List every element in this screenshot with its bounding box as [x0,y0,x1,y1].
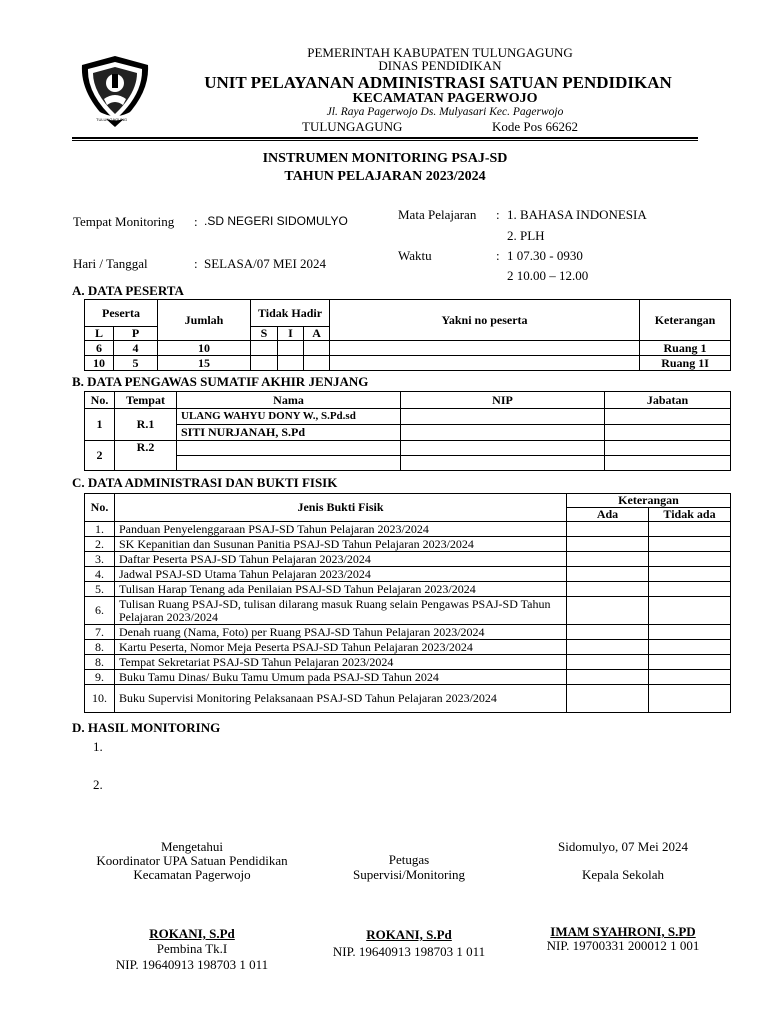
cell-jenis: Kartu Peserta, Nomor Meja Peserta PSAJ-SD Tahun Pelajaran 2023/2024 [115,640,567,655]
cell-no: 3. [85,552,115,567]
cell-no: 8. [85,655,115,670]
cell-nip [401,409,605,425]
h-ada: Ada [567,508,649,522]
table-row [85,582,731,597]
sig-right-title: Kepala Sekolah [582,867,664,882]
h-jenis: Jenis Bukti Fisik [115,494,567,522]
cell-ada [567,685,649,713]
table-row [85,425,731,441]
cell-jumlah: 10 [158,341,251,356]
cell-nama [177,456,401,471]
cell-tidak [649,640,731,655]
cell-p: 4 [114,341,158,356]
sig-left-name: ROKANI, S.Pd [149,926,235,941]
cell-no: 10. [85,685,115,713]
cell-tidak [649,685,731,713]
cell-tidak [649,655,731,670]
cell-ada [567,567,649,582]
cell-nip [401,441,605,456]
cell-a [304,356,330,371]
waktu-colon: : [496,248,500,263]
cell-no: 8. [85,640,115,655]
kop-line4: KECAMATAN PAGERWOJO [352,91,538,106]
data-peserta-table [84,299,731,371]
tempat-label: Tempat Monitoring [73,214,175,229]
h-no: No. [85,494,115,522]
table-row [85,537,731,552]
cell-jenis: Tulisan Ruang PSAJ-SD, tulisan dilarang masuk Ruang selain Pengawas PSAJ-SD Tahun Pelajaran 2023/2024 [115,597,567,625]
section-d-heading: D. HASIL MONITORING [72,720,221,735]
cell-jenis: Buku Tamu Dinas/ Buku Tamu Umum pada PSAJ-SD Tahun 2024 [115,670,567,685]
cell-ada [567,640,649,655]
cell-tidak [649,522,731,537]
h-no: No. [85,392,115,409]
cell-i [278,356,304,371]
cell-p: 5 [114,356,158,371]
table-row [85,655,731,670]
mapel-1: 1. BAHASA INDONESIA [507,207,647,222]
h-nama: Nama [177,392,401,409]
kop-city: TULUNGAGUNG [302,119,403,134]
doc-subtitle: TAHUN PELAJARAN 2023/2024 [284,169,486,184]
cell-nama: ULANG WAHYU DONY W., S.Pd.sd [177,409,401,425]
table-row [85,409,731,425]
data-pengawas-table [84,391,731,471]
cell-i [278,341,304,356]
kop-line2: DINAS PENDIDIKAN [378,58,502,73]
h-tempat: Tempat [115,392,177,409]
cell-tidak [649,597,731,625]
mapel-label: Mata Pelajaran [398,207,477,222]
h-keterangan: Keterangan [640,300,731,341]
h-i: I [278,327,304,341]
cell-jabatan [605,425,731,441]
cell-no: 4. [85,567,115,582]
h-a: A [304,327,330,341]
cell-ada [567,670,649,685]
h-jumlah: Jumlah [158,300,251,341]
section-a-heading: A. DATA PESERTA [72,283,184,298]
cell-jabatan [605,441,731,456]
tempat-colon: : [194,214,198,229]
waktu-2: 2 10.00 – 12.00 [507,268,589,283]
h-keterangan: Keterangan [567,494,731,508]
hari-colon: : [194,256,198,271]
sig-left-line2: Koordinator UPA Satuan Pendidikan [96,853,288,868]
section-b-heading: B. DATA PENGAWAS SUMATIF AKHIR JENJANG [72,374,369,389]
table-row [85,552,731,567]
table-row [85,597,731,625]
kop-postal: Kode Pos 66262 [492,119,578,134]
cell-no: 7. [85,625,115,640]
cell-jenis: Tempat Sekretariat PSAJ-SD Tahun Pelajaran 2023/2024 [115,655,567,670]
table-row [85,341,731,356]
cell-nama: SITI NURJANAH, S.Pd [177,425,401,441]
cell-jabatan [605,456,731,471]
cell-jumlah: 15 [158,356,251,371]
cell-tidak [649,537,731,552]
cell-ket: Ruang 1I [640,356,731,371]
hari-value: SELASA/07 MEI 2024 [204,256,327,271]
sig-right-nip: NIP. 19700331 200012 1 001 [546,938,700,953]
tempat-value: .SD NEGERI SIDOMULYO [204,214,348,228]
table-row [85,670,731,685]
cell-tidak [649,567,731,582]
cell-jenis: Denah ruang (Nama, Foto) per Ruang PSAJ-SD Tahun Pelajaran 2023/2024 [115,625,567,640]
doc-title: INSTRUMEN MONITORING PSAJ-SD [262,151,508,166]
sig-mid-name: ROKANI, S.Pd [366,927,452,942]
sig-left-rank: Pembina Tk.I [156,941,228,956]
cell-no: 6. [85,597,115,625]
sig-left-nip: NIP. 19640913 198703 1 011 [115,957,269,972]
cell-nama [177,441,401,456]
sig-mid-nip: NIP. 19640913 198703 1 011 [332,944,486,959]
cell-no: 5. [85,582,115,597]
cell-tidak [649,552,731,567]
bukti-fisik-table [84,493,731,713]
sig-right-name: IMAM SYAHRONI, S.PD [550,924,696,939]
hari-label: Hari / Tanggal [73,256,148,271]
cell-tidak [649,582,731,597]
cell-tidak [649,670,731,685]
cell-jenis: Buku Supervisi Monitoring Pelaksanaan PSAJ-SD Tahun Pelajaran 2023/2024 [115,685,567,713]
cell-ada [567,537,649,552]
cell-tempat: R.2 [115,441,177,471]
cell-no: 1. [85,522,115,537]
cell-ada [567,655,649,670]
h-tidak-hadir: Tidak Hadir [251,300,330,327]
h-yakni: Yakni no peserta [330,300,640,341]
h-jabatan: Jabatan [605,392,731,409]
sig-left-line1: Mengetahui [160,839,224,854]
sig-mid-line2: Supervisi/Monitoring [353,867,465,882]
cell-jenis: SK Kepanitian dan Susunan Panitia PSAJ-SD Tahun Pelajaran 2023/2024 [115,537,567,552]
kop-address: Jl. Raya Pagerwojo Ds. Mulyasari Kec. Pagerwojo [326,106,564,118]
cell-s [251,341,278,356]
cell-jabatan [605,409,731,425]
cell-tempat: R.1 [115,409,177,441]
cell-a [304,341,330,356]
logo-text: TULUNGAGUNG [96,117,128,122]
waktu-1: 1 07.30 - 0930 [507,248,583,263]
table-row [85,456,731,471]
cell-nip [401,456,605,471]
cell-nip [401,425,605,441]
table-row [85,441,731,456]
mapel-2: 2. PLH [507,228,545,243]
kop-divider [72,137,698,139]
cell-l: 10 [85,356,114,371]
h-tidak-ada: Tidak ada [649,508,731,522]
cell-jenis: Jadwal PSAJ-SD Utama Tahun Pelajaran 2023/2024 [115,567,567,582]
cell-tidak [649,625,731,640]
hasil-item-1: 1. [93,739,103,754]
cell-s [251,356,278,371]
cell-yakni [330,356,640,371]
cell-yakni [330,341,640,356]
cell-ada [567,625,649,640]
h-s: S [251,327,278,341]
table-row [85,625,731,640]
waktu-label: Waktu [398,248,432,263]
cell-no: 2 [85,441,115,471]
table-row [85,640,731,655]
cell-jenis: Daftar Peserta PSAJ-SD Tahun Pelajaran 2023/2024 [115,552,567,567]
table-row [85,567,731,582]
cell-ada [567,552,649,567]
cell-no: 2. [85,537,115,552]
kop-divider-thin [72,140,698,141]
mapel-colon: : [496,207,500,222]
kop-line1: PEMERINTAH KABUPATEN TULUNGAGUNG [307,45,573,60]
cell-l: 6 [85,341,114,356]
cell-jenis: Panduan Penyelenggaraan PSAJ-SD Tahun Pelajaran 2023/2024 [115,522,567,537]
cell-ada [567,582,649,597]
cell-ada [567,597,649,625]
h-peserta: Peserta [85,300,158,327]
sig-right-date: Sidomulyo, 07 Mei 2024 [557,839,688,854]
cell-ket: Ruang 1 [640,341,731,356]
section-c-heading: C. DATA ADMINISTRASI DAN BUKTI FISIK [72,475,338,490]
h-nip: NIP [401,392,605,409]
sig-mid-line1: Petugas [388,852,430,867]
cell-no: 1 [85,409,115,441]
cell-ada [567,522,649,537]
table-row [85,356,731,371]
cell-jenis: Tulisan Harap Tenang ada Penilaian PSAJ-SD Tahun Pelajaran 2023/2024 [115,582,567,597]
kop-line3: UNIT PELAYANAN ADMINISTRASI SATUAN PENDIDIKAN [204,73,672,92]
cell-no: 9. [85,670,115,685]
h-l: L [85,327,114,341]
sig-left-line3: Kecamatan Pagerwojo [133,867,251,882]
table-row [85,685,731,713]
table-row [85,522,731,537]
h-p: P [114,327,158,341]
hasil-item-2: 2. [93,777,103,792]
